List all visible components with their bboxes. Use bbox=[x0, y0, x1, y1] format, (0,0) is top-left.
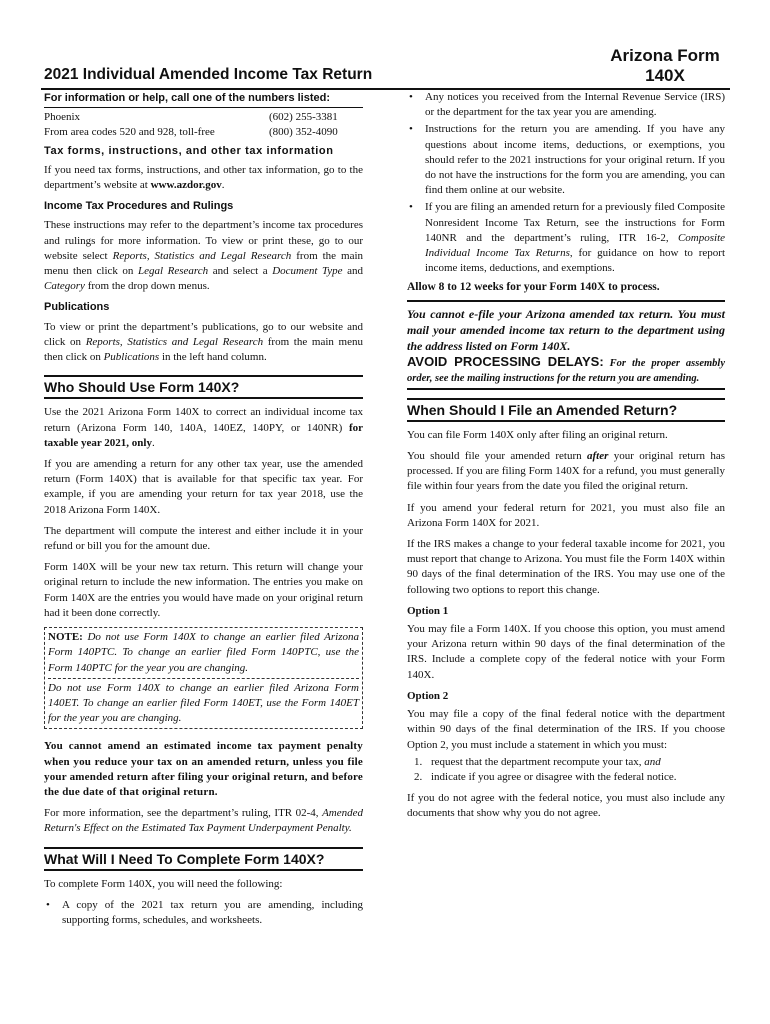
efile-warning: You cannot e-file your Arizona amended tax return. You must mail your amended income tax return to the department using the address listed on Form 140X. bbox=[407, 306, 725, 353]
when-paragraph-2: You should file your amended return after your original return has processed. If you are filing Form 140X for a refund, you must generally file within four years from the date you filed the original return. bbox=[407, 450, 726, 493]
note-paragraph-1: NOTE: Do not use Form 140X to change an earlier filed Arizona Form 140PTC. To change an earlier filed Form 140PTC, use the Form 140PTC for the year you are changing. bbox=[48, 631, 359, 674]
note-label: NOTE: bbox=[48, 631, 83, 644]
list-item: • Any notices you received from the Internal Revenue Service (IRS) or the department for the tax year you are amending. bbox=[407, 90, 725, 120]
option-2-paragraph: You may file a copy of the final federal notice with the department within 90 days of the final determination of the IRS. If you choose Option 2, you must include a statement in which you must: bbox=[407, 708, 725, 751]
procedures-paragraph: These instructions may refer to the department’s income tax procedures and rulings for more information. To view or print these, go to our website select Reports, Statistics and Legal Research from the main menu then click on Legal Research and select a Document Type and Category from the drop down menus. bbox=[44, 219, 364, 293]
who-paragraph-4: Form 140X will be your new tax return. This return will change your original return to include the new information. The entries you make on Form 140X are the entries you would have made on your original return had it been done correctly. bbox=[44, 561, 363, 619]
note-paragraph-2: Do not use Form 140X to change an earlier filed Arizona Form 140ET. To change an earlier filed Form 140ET, use the Form 140ET for the year you are changing. bbox=[48, 681, 359, 725]
note-box bbox=[44, 627, 363, 729]
tax-forms-heading: Tax forms, instructions, and other tax information bbox=[44, 144, 334, 157]
info-heading: For information or help, call one of the numbers listed: bbox=[44, 90, 363, 108]
phone-row-tollfree bbox=[44, 125, 363, 140]
publications-paragraph: To view or print the department’s publications, go to our website and click on Reports, Statistics and Legal Research from the main menu then click on Publications in the left hand column. bbox=[44, 320, 363, 364]
right-column bbox=[407, 90, 725, 828]
when-file-heading: When Should I File an Amended Return? bbox=[407, 398, 725, 422]
ruling-paragraph: For more information, see the department’s ruling, ITR 02-4, Amended Return's Effect on the Estimated Tax Payment Underpayment Penalty. bbox=[44, 807, 364, 835]
when-paragraph-3: If you amend your federal return for 2021, you must also file an Arizona Form 140X for 2021. bbox=[407, 501, 725, 529]
tax-forms-paragraph: If you need tax forms, instructions, and other tax information, go to the department’s website at www.azdor.gov. bbox=[44, 163, 363, 192]
who-paragraph-1: Use the 2021 Arizona Form 140X to correct an individual income tax return (Arizona Form 140, 140A, 140EZ, 140PY, or 140NR) for taxable year 2021, only. bbox=[44, 406, 364, 449]
who-paragraph-3: The department will compute the interest and either include it in your refund or bill you for the amount due. bbox=[44, 524, 363, 553]
processing-time-notice: Allow 8 to 12 weeks for your Form 140X to process. bbox=[407, 281, 660, 294]
procedures-heading: Income Tax Procedures and Rulings bbox=[44, 200, 234, 213]
list-item: • Instructions for the return you are amending. If you have any questions about income items, deductions, or exemptions, you should refer to the 2021 instructions for your original return. If you do not have the instructions for the form you are amending, you can find them online at our website. bbox=[407, 122, 725, 198]
phone-label: Phoenix bbox=[44, 111, 81, 124]
phone-row-phoenix bbox=[44, 110, 363, 125]
list-item: 2. indicate if you agree or disagree with the federal notice. bbox=[425, 770, 725, 785]
avoid-delays-line: AVOID PROCESSING DELAYS: For the proper assembly order, see the mailing instructions for the return you are amending. bbox=[407, 353, 726, 384]
who-should-use-heading: Who Should Use Form 140X? bbox=[44, 375, 363, 399]
need-list-continued bbox=[407, 90, 725, 276]
avoid-delays-label: AVOID PROCESSING DELAYS: bbox=[407, 353, 604, 369]
efile-warning-box bbox=[407, 300, 725, 390]
option-2-heading: Option 2 bbox=[407, 689, 449, 702]
when-paragraph-1: You can file Form 140X only after filing an original return. bbox=[407, 428, 668, 441]
website-link[interactable]: www.azdor.gov bbox=[150, 179, 222, 192]
list-item: 1. request that the department recompute your tax, and bbox=[425, 755, 725, 770]
phone-number: (602) 255-3381 bbox=[269, 111, 338, 124]
list-item: • If you are filing an amended return for a previously filed Composite Nonresident Income Tax Return, see the instructions for Form 140NR and the department’s ruling, ITR 16-2, Composite Individual Income Tax Returns, for guidance on how to report income items, deductions, and exemptions. bbox=[407, 200, 725, 276]
phone-label: From area codes 520 and 928, toll-free bbox=[44, 126, 215, 139]
when-paragraph-4: If the IRS makes a change to your federal taxable income for 2021, you must report that change to Arizona. You must file the Form 140X within 90 days of the final determination of the IRS. You may use one of the following two options to report this change. bbox=[407, 538, 725, 596]
estimated-penalty-paragraph: You cannot amend an estimated income tax payment penalty when you reduce your tax on an amended return, unless you file your amended return after filing your original return, and before the due date of that original return. bbox=[44, 740, 363, 798]
left-column bbox=[44, 90, 363, 930]
document-title: 2021 Individual Amended Income Tax Return bbox=[44, 66, 373, 83]
what-need-heading: What Will I Need To Complete Form 140X? bbox=[44, 847, 363, 871]
option-2-steps bbox=[407, 755, 725, 785]
need-intro: To complete Form 140X, you will need the following: bbox=[44, 877, 283, 890]
need-list bbox=[44, 898, 363, 928]
publications-heading: Publications bbox=[44, 301, 110, 314]
phone-number: (800) 352-4090 bbox=[269, 126, 338, 139]
list-item: • A copy of the 2021 tax return you are amending, including supporting forms, schedules, and worksheets. bbox=[44, 898, 363, 928]
note-divider bbox=[48, 678, 359, 679]
form-title bbox=[600, 46, 730, 86]
final-paragraph: If you do not agree with the federal notice, you must also include any documents that show why you do not agree. bbox=[407, 792, 725, 820]
option-1-heading: Option 1 bbox=[407, 604, 449, 617]
form-title-line2: 140X bbox=[645, 66, 685, 85]
option-1-paragraph: You may file a Form 140X. If you choose this option, you must amend your Arizona return within 90 days of the final determination of the IRS. Include a complete copy of the federal notice with your Form 140X. bbox=[407, 623, 725, 681]
who-paragraph-2: If you are amending a return for any other tax year, use the amended return (Form 140X) that is available for that specific tax year. For example, if you are amending your return for tax year 2018, use the 2018 Arizona Form 140X. bbox=[44, 458, 363, 516]
form-title-line1: Arizona Form bbox=[610, 46, 720, 65]
